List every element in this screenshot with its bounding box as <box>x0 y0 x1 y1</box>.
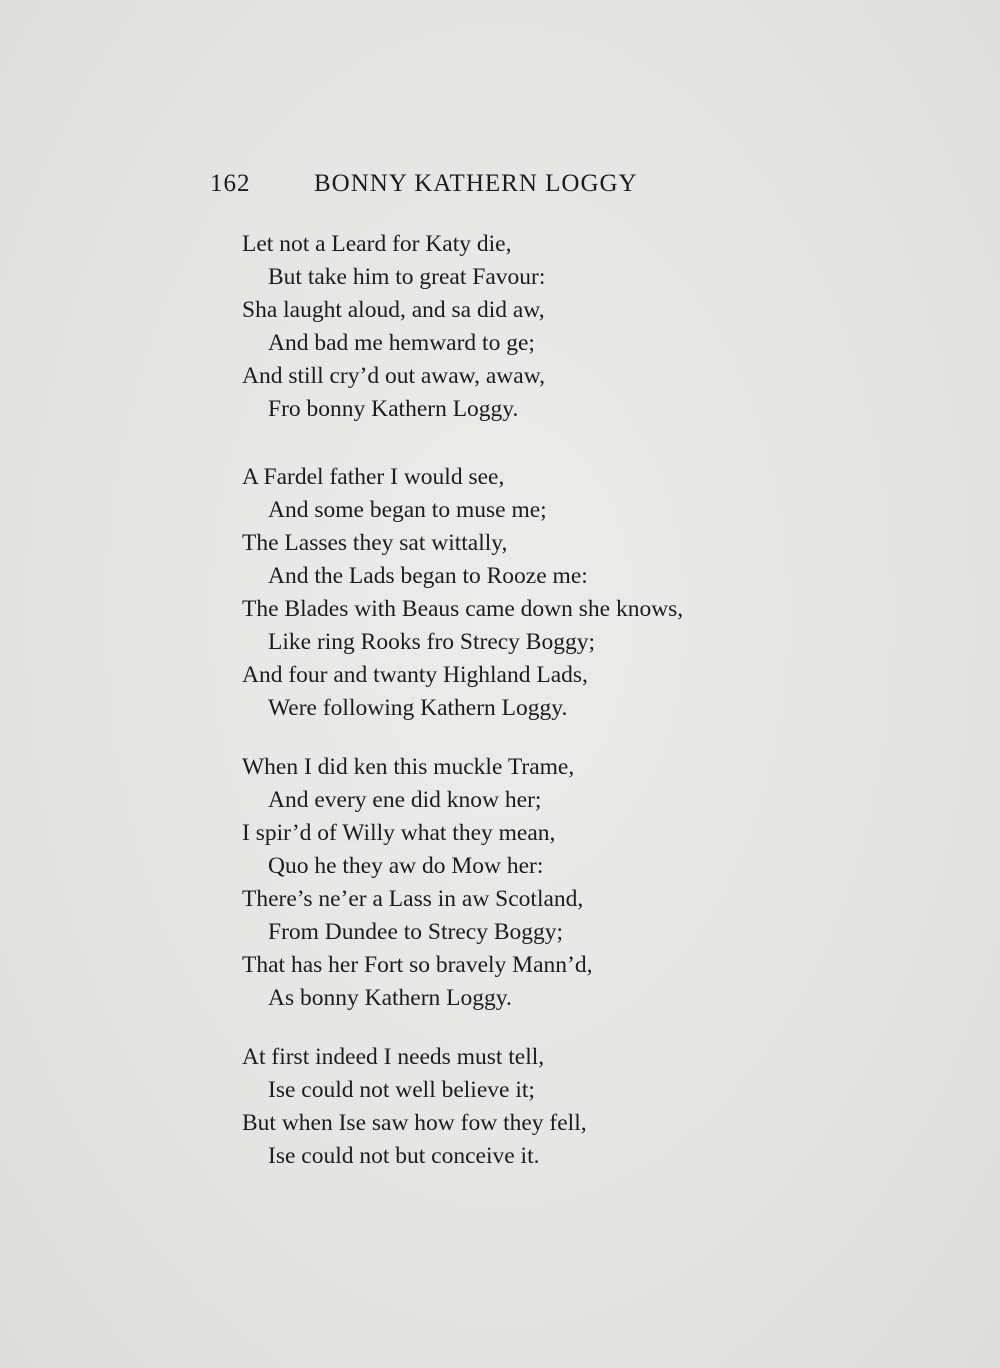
poem-line: As bonny Kathern Loggy. <box>268 985 512 1011</box>
poem-line: And bad me hemward to ge; <box>268 330 535 356</box>
poem-line: That has her Fort so bravely Mann’d, <box>242 952 593 978</box>
page-number: 162 <box>210 170 251 197</box>
poem-line: And some began to muse me; <box>268 497 547 523</box>
stanza <box>242 1041 587 1173</box>
poem-line: Like ring Rooks fro Strecy Boggy; <box>268 629 596 655</box>
poem-line: Sha laught aloud, and sa did aw, <box>242 297 545 323</box>
poem-line: But when Ise saw how fow they fell, <box>242 1110 587 1136</box>
page-title: BONNY KATHERN LOGGY <box>314 170 638 197</box>
poem-line: At first indeed I needs must tell, <box>242 1044 545 1070</box>
poem-line: And the Lads began to Rooze me: <box>268 563 588 589</box>
poem-line: But take him to great Favour: <box>268 264 546 290</box>
stanza <box>242 751 592 1015</box>
poem-line: The Lasses they sat wittally, <box>242 530 508 556</box>
stanza <box>242 461 683 725</box>
poem-line: And still cry’d out awaw, awaw, <box>242 363 546 389</box>
poem-line: I spir’d of Willy what they mean, <box>242 820 556 846</box>
poem-line: Fro bonny Kathern Loggy. <box>268 396 519 422</box>
running-head <box>210 170 710 210</box>
stanza <box>242 228 545 426</box>
poem-line: Let not a Leard for Katy die, <box>242 231 512 257</box>
poem-line: Ise could not well believe it; <box>268 1077 535 1103</box>
poem-line: Ise could not but conceive it. <box>268 1143 540 1169</box>
poem-line: Quo he they aw do Mow her: <box>268 853 544 879</box>
poem-line: Were following Kathern Loggy. <box>268 695 568 721</box>
poem-line: A Fardel father I would see, <box>242 464 505 490</box>
poem-line: From Dundee to Strecy Boggy; <box>268 919 564 945</box>
poem-line: And four and twanty Highland Lads, <box>242 662 588 688</box>
poem-line: The Blades with Beaus came down she knows, <box>242 596 684 622</box>
poem-line: And every ene did know her; <box>268 787 542 813</box>
poem-line: There’s ne’er a Lass in aw Scotland, <box>242 886 584 912</box>
poem-line: When I did ken this muckle Trame, <box>242 754 575 780</box>
